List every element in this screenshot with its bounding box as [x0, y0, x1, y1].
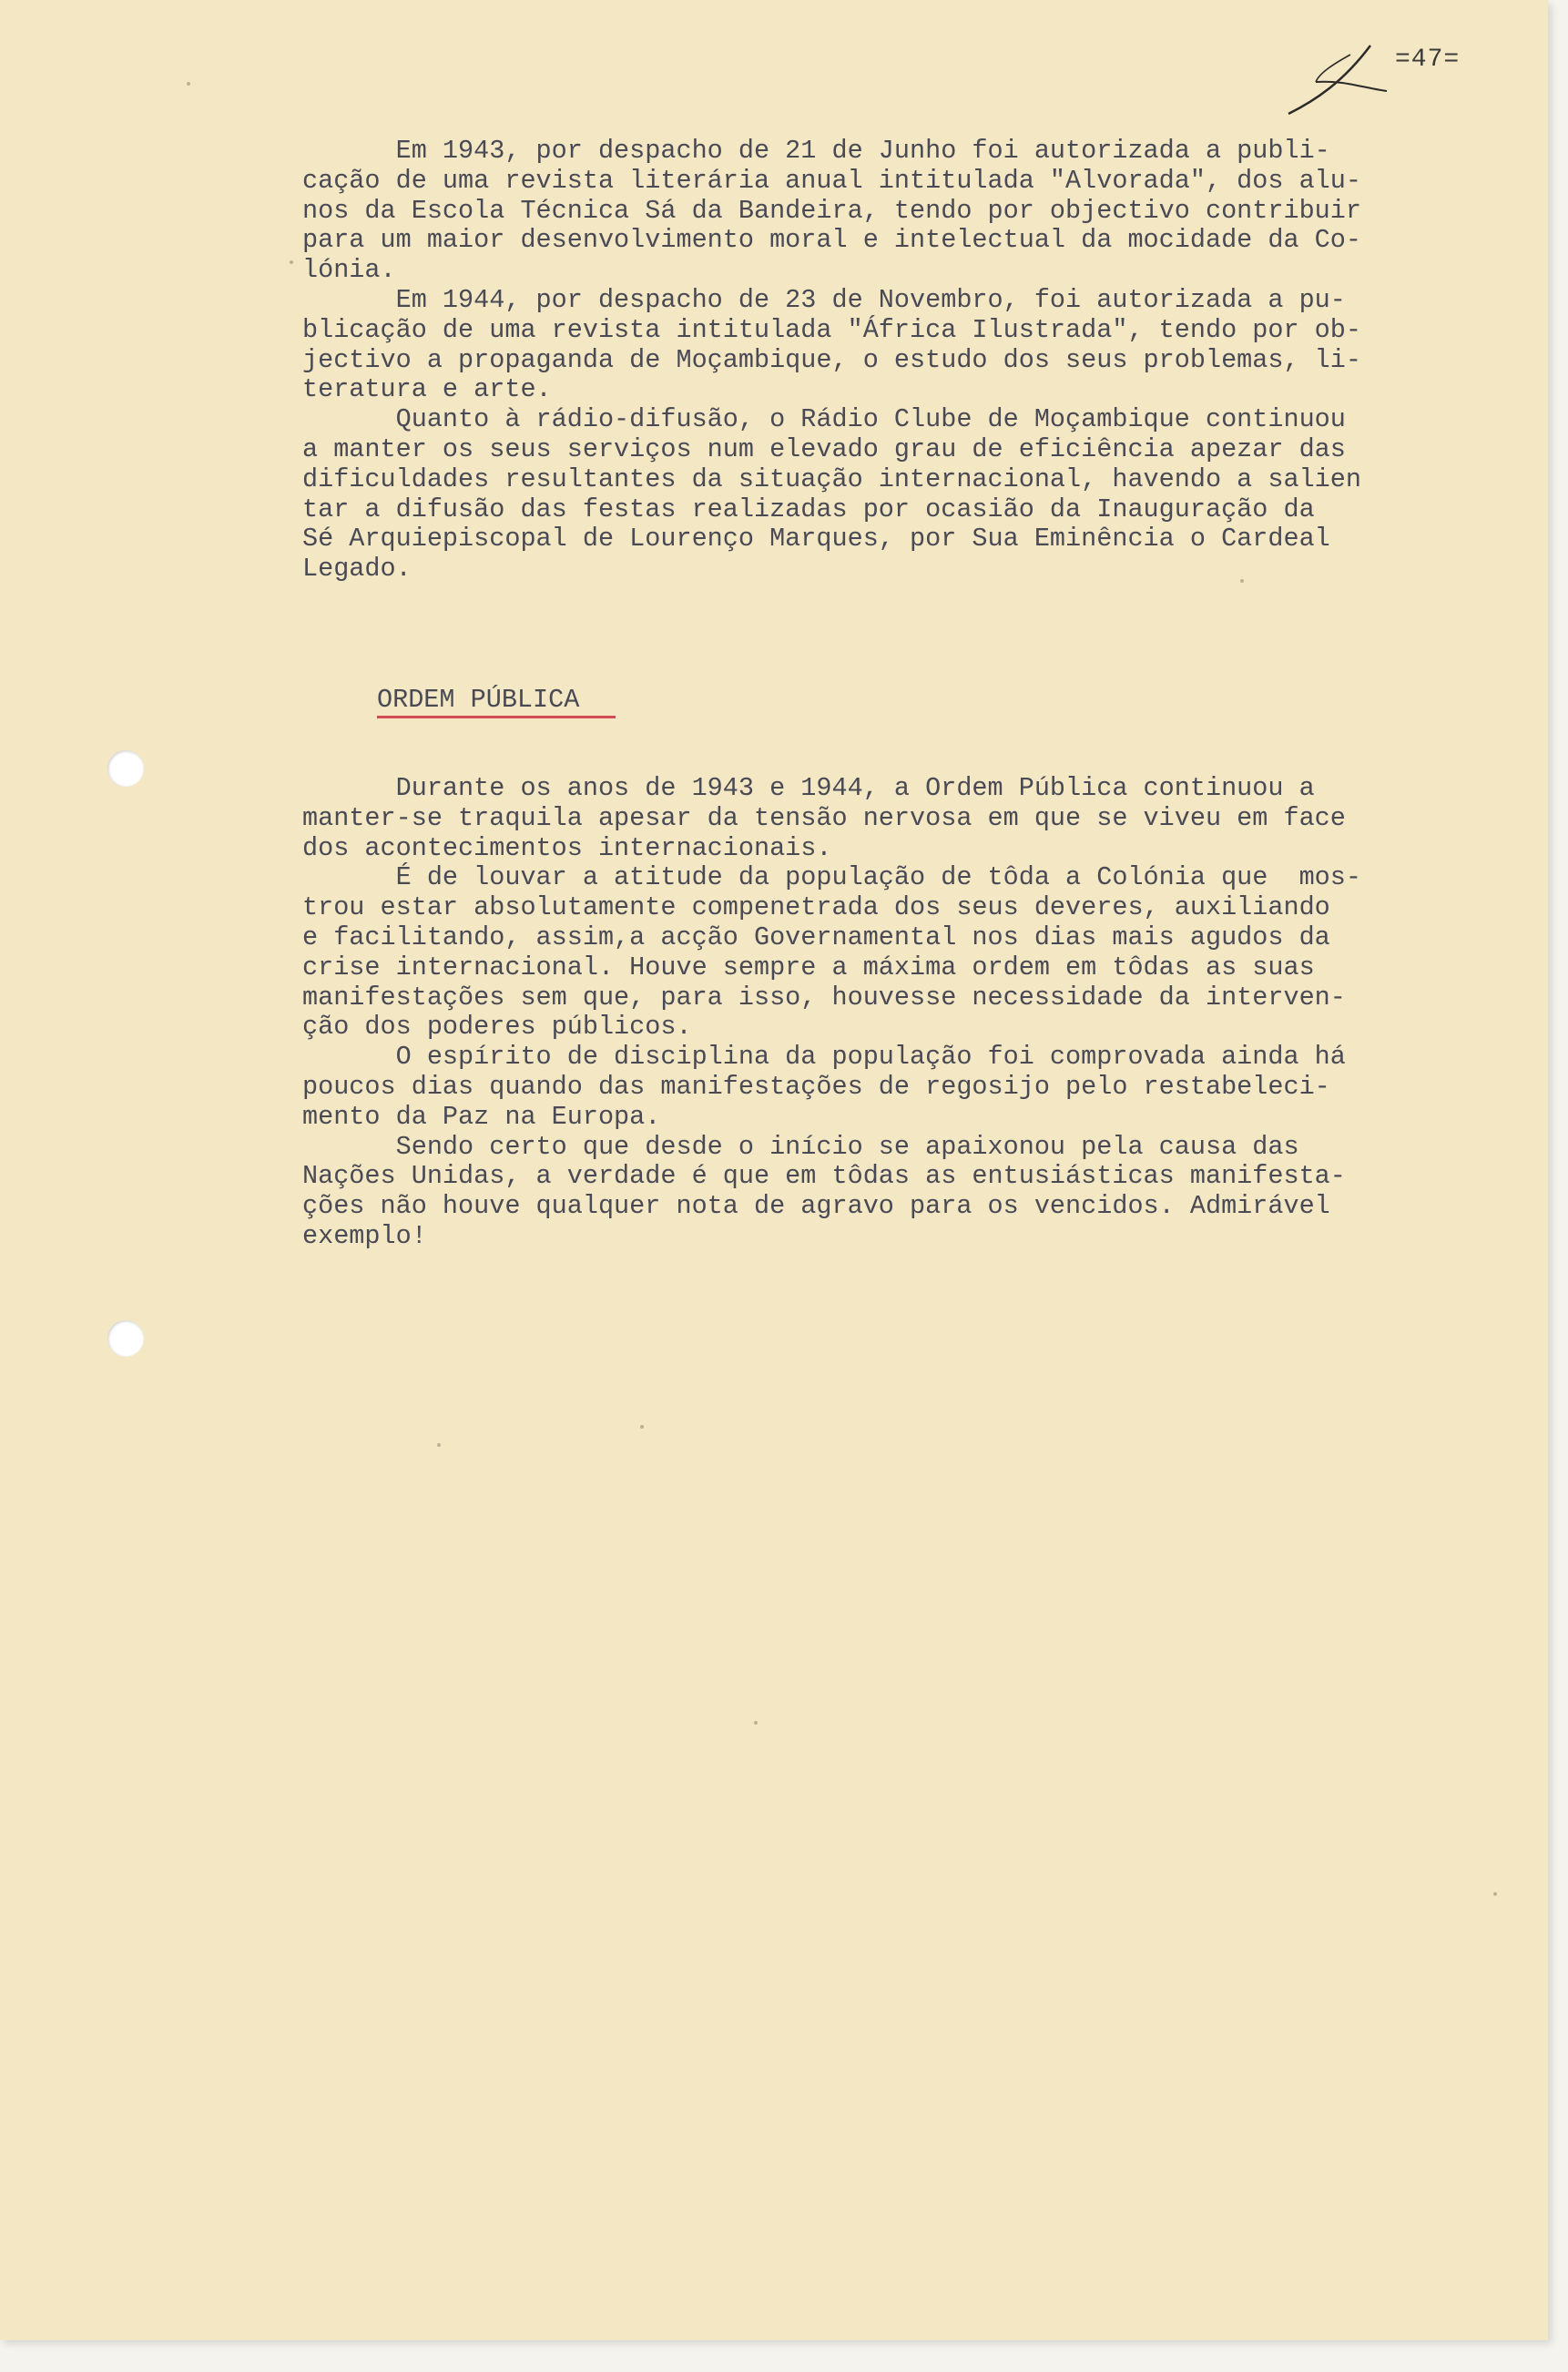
body-text-ordem-publica [302, 774, 1550, 1252]
paragraph-africa-ilustrada: Em 1944, por despacho de 23 de Novembro, foi autorizada a pu- blicação de uma revista intitulada "África Ilustrada", tendo por ob- jectivo a propaganda de Moçambique, o estudo dos seus problemas, li- teratura e arte. [302, 284, 1361, 405]
section-heading-ordem-publica: ORDEM PÚBLICA [377, 685, 580, 715]
paragraph-ordem-publica-3: O espírito de disciplina da população foi comprovada ainda há poucos dias quando das manifestações de regosijo pelo restabeleci- mento da Paz na Europa. [302, 1042, 1346, 1132]
paragraph-ordem-publica-4: Sendo certo que desde o início se apaixonou pela causa das Nações Unidas, a verdade é que em tôdas as entusiásticas manifesta- ções não houve qualquer nota de agravo para os vencidos. Admirável exemplo! [302, 1131, 1346, 1251]
punch-hole [107, 1320, 144, 1357]
heading-underline [377, 716, 616, 718]
body-text-before-heading [302, 137, 1550, 585]
paragraph-ordem-publica-1: Durante os anos de 1943 e 1944, a Ordem Pública continuou a manter-se traquila apesar da tensão nervosa em que se viveu em face dos acontecimentos internacionais. [302, 773, 1346, 863]
page-number: =47= [1395, 46, 1461, 74]
signature-mark [1279, 27, 1398, 118]
paragraph-ordem-publica-2: É de louvar a atitude da população de tôda a Colónia que mos- trou estar absolutamente compenetrada dos seus deveres, auxiliando e facilitando, assim,a acção Governamental nos dias mais agudos da crise internacional. Houve sempre a máxima ordem em tôdas as suas manifestações sem que, para isso, houvesse necessidade da interven- ção dos poderes públicos. [302, 862, 1361, 1043]
paragraph-alvorada: Em 1943, por despacho de 21 de Junho foi autorizada a publi- cação de uma revista literária anual intitulada "Alvorada", dos alu- nos da Escola Técnica Sá da Bandeira, tendo por objectivo contribuir para um maior desenvolvimento moral e intelectual da mocidade da Co- lónia. [302, 136, 1361, 286]
paragraph-radio-difusao: Quanto à rádio-difusão, o Rádio Clube de Moçambique continuou a manter os seus serviços num elevado grau de eficiência apezar das dificuldades resultantes da situação internacional, havendo a salien tar a difusão das festas realizadas por ocasião da Inauguração da Sé Arquiepiscopal de Lourenço Marques, por Sua Eminência o Cardeal Legado. [302, 404, 1361, 585]
punch-hole [107, 750, 144, 787]
